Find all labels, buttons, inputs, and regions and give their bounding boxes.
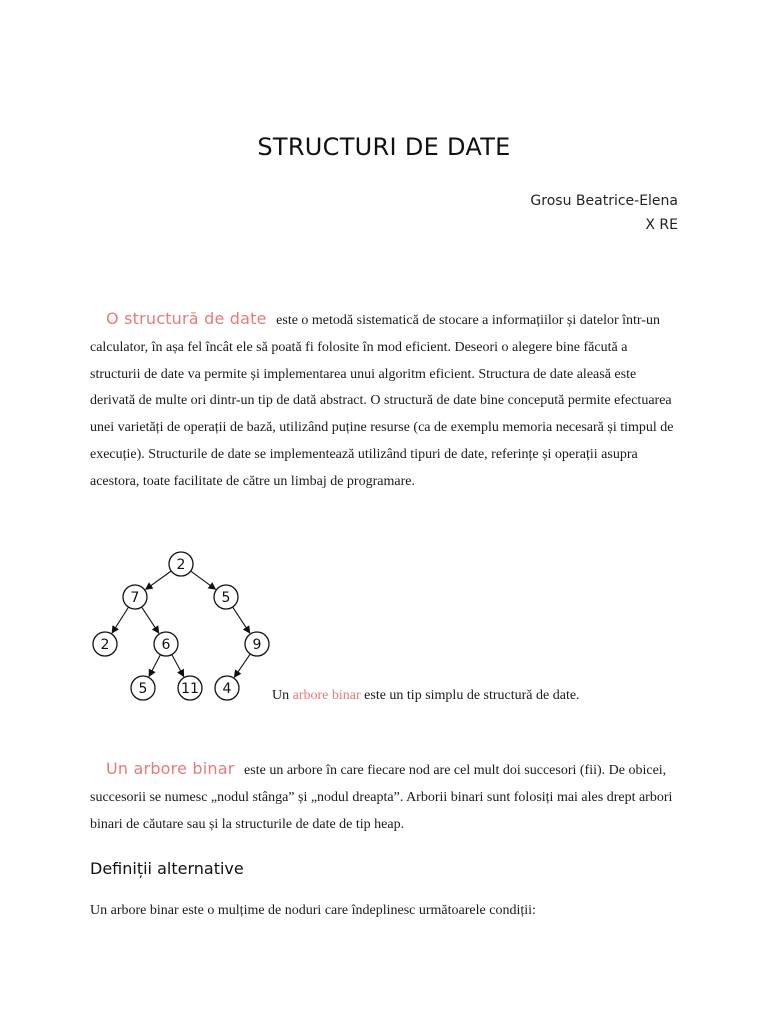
tree-node	[154, 632, 178, 656]
tree-node-label: 6	[161, 637, 171, 653]
author-class: X RE	[645, 217, 678, 233]
tree-node	[178, 676, 202, 700]
tree-node-label: 4	[222, 681, 232, 697]
tree-node-label: 2	[176, 557, 186, 573]
intro-paragraph	[90, 306, 680, 496]
tree-node	[93, 632, 117, 656]
caption-highlight: arbore binar	[292, 688, 361, 703]
tree-edge	[234, 654, 250, 677]
tree-edge	[142, 607, 159, 633]
tree-node-label: 11	[181, 681, 199, 697]
binary-tree-text: este un arbore în care fiecare nod are cel mult doi succesori (fii). De obicei, succesorii se numesc „nodul stânga” și „nodul dreapta”. Arborii binari sunt folosiți mai ales drept arbori binari de căutare sau și la structurile de date de tip heap.	[90, 763, 673, 832]
intro-text: este o metodă sistematică de stocare a informațiilor și datelor într-un calculator, în așa fel încât ele să poată fi folosite în mod eficient. Deseori o alegere bine făcută a structurii de date va permite și implementarea unui algoritm eficient. Structura de date aleasă este derivată de multe ori dintr-un tip de dată abstract. O structură de date bine concepută permite efectuarea unei varietăți de operații de bază, utilizând puține resurse (ca de exemplu memoria necesară și timpul de execuție). Structurile de date se implementează utilizând tipuri de date, referințe și operații asupra acestora, toate facilitate de către un limbaj de programare.	[90, 313, 674, 489]
tree-node-label: 5	[221, 590, 231, 606]
tree-node	[245, 632, 269, 656]
caption-prefix: Un	[272, 688, 290, 703]
intro-lead-term: O structură de date	[106, 309, 267, 328]
tree-edge	[146, 571, 172, 589]
tree-node	[214, 585, 238, 609]
section-paragraph: Un arbore binar este o mulțime de noduri care îndeplinesc următoarele condiții:	[90, 903, 536, 918]
tree-node	[123, 585, 147, 609]
tree-edge	[172, 655, 184, 677]
tree-node	[169, 552, 193, 576]
tree-edge	[191, 571, 216, 589]
tree-caption	[272, 688, 580, 704]
caption-suffix: este un tip simplu de structură de date.	[364, 688, 580, 703]
tree-node-label: 2	[100, 637, 110, 653]
tree-node	[215, 676, 239, 700]
tree-edge	[233, 607, 250, 633]
tree-edge	[149, 655, 160, 677]
document-title: STRUCTURI DE DATE	[257, 133, 511, 161]
section-heading: Definiții alternative	[90, 859, 244, 878]
tree-node	[131, 676, 155, 700]
author-name: Grosu Beatrice-Elena	[530, 193, 678, 209]
tree-node-label: 7	[130, 590, 140, 606]
binary-tree-diagram	[88, 546, 278, 708]
binary-tree-lead-term: Un arbore binar	[106, 759, 235, 778]
tree-node-label: 5	[138, 681, 148, 697]
tree-edge	[112, 607, 129, 633]
tree-node-label: 9	[252, 637, 262, 653]
binary-tree-paragraph	[90, 756, 680, 838]
